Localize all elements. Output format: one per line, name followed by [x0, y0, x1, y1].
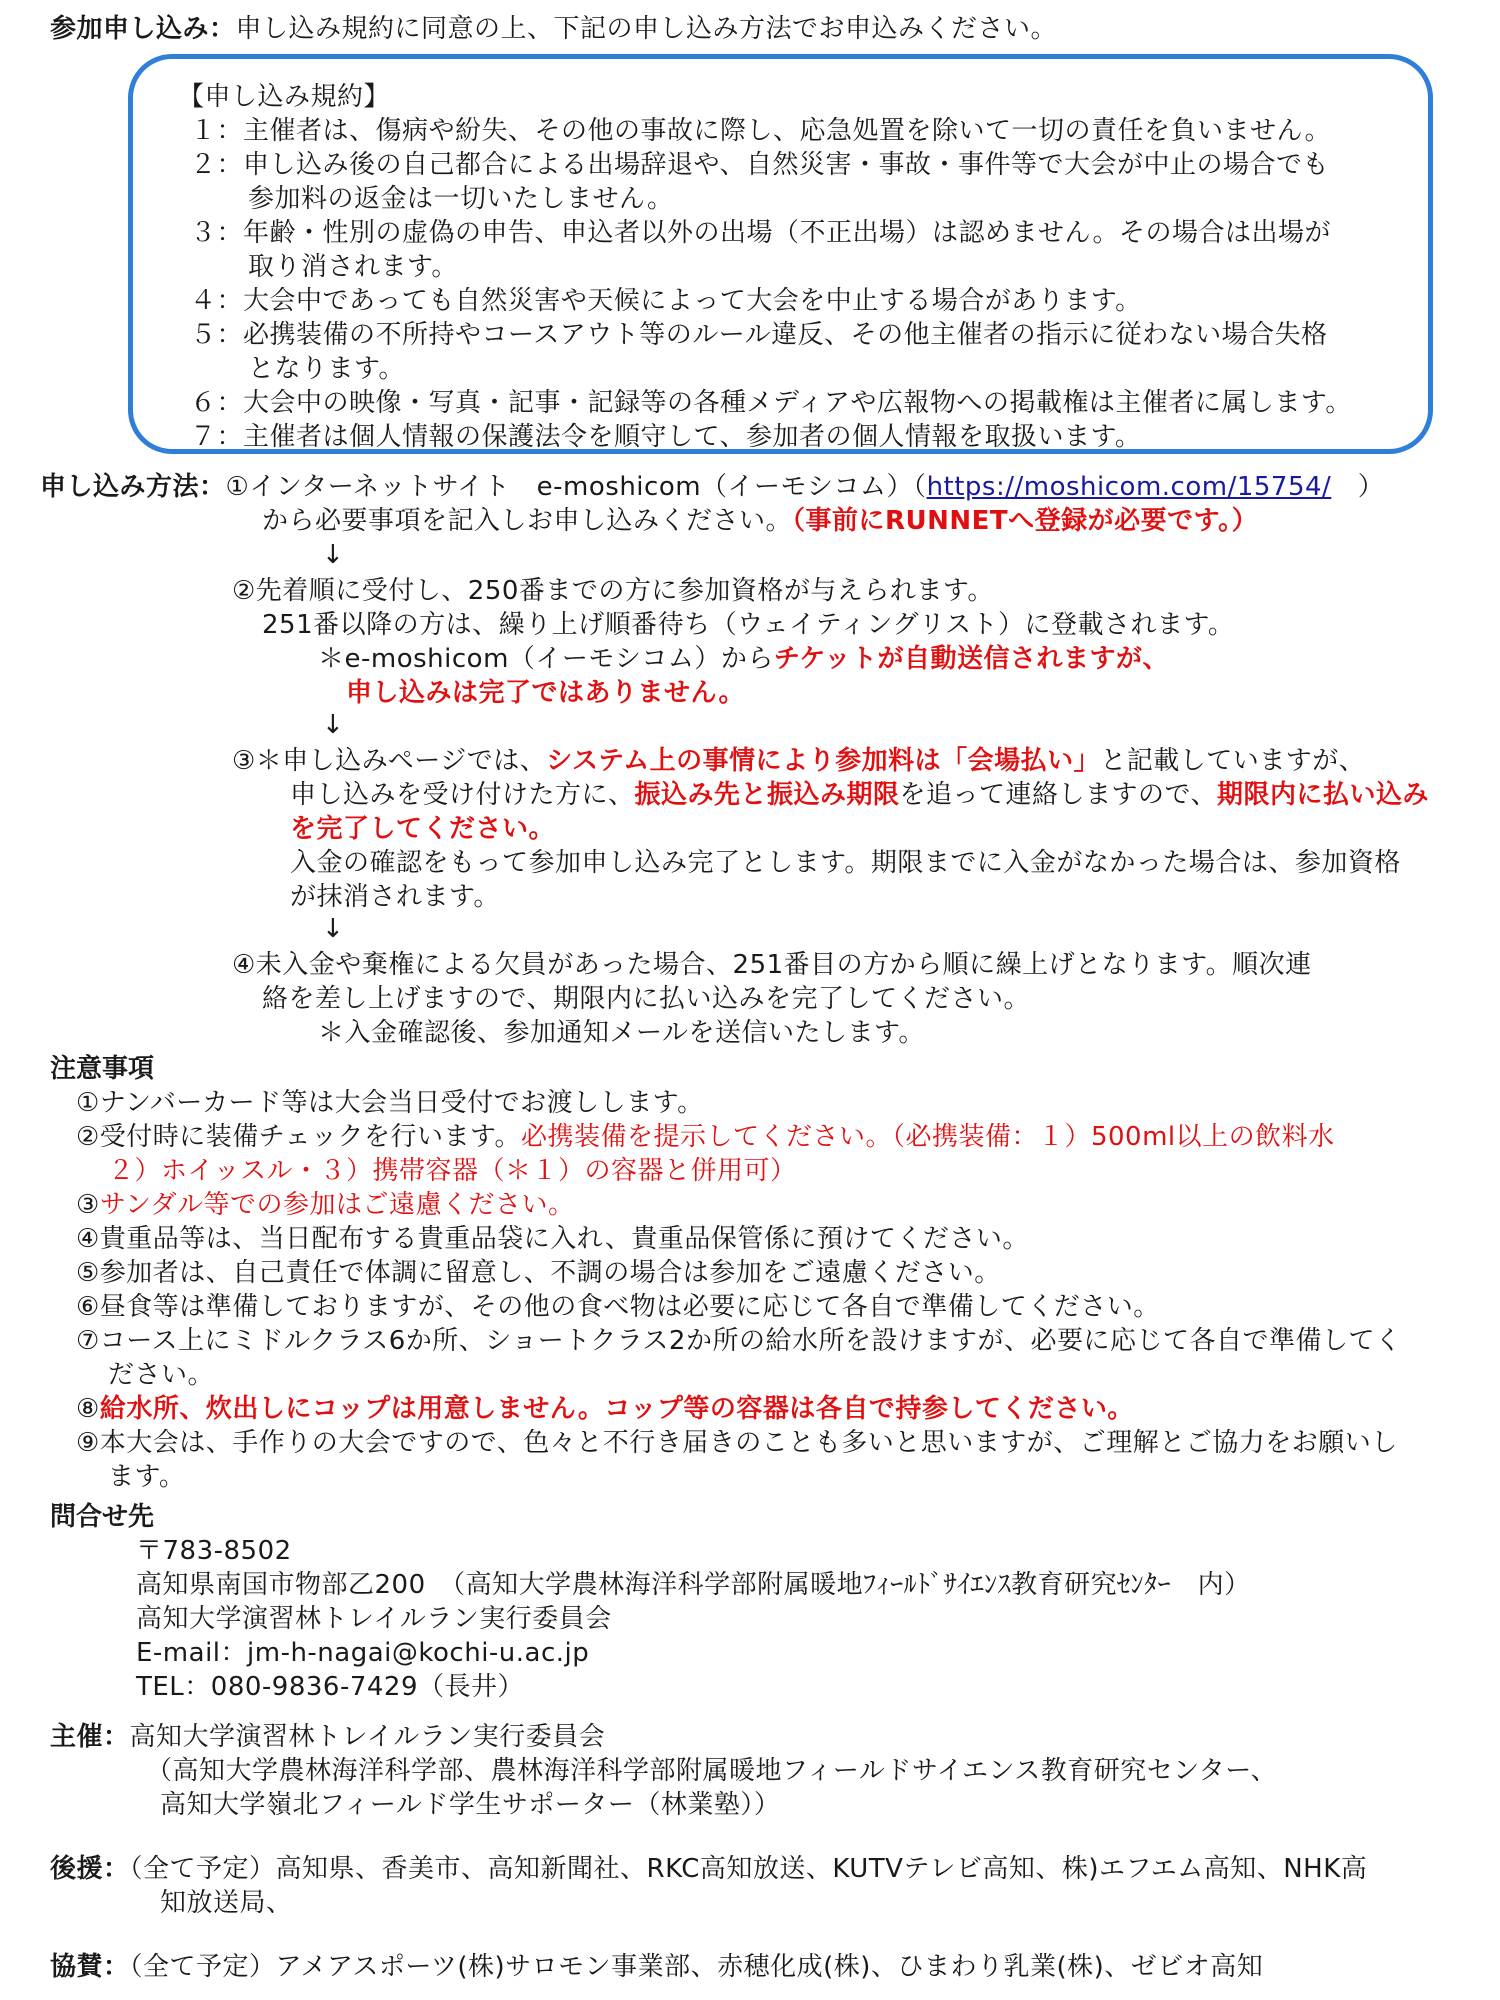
down-arrow-icon: ↓ [322, 914, 344, 944]
method-step1-line2 [262, 504, 1258, 538]
organizer-line [50, 1720, 605, 1754]
method-step3-transfer-note: 振込み先と振込み期限 [634, 780, 900, 810]
header-label: 参加申し込み： [50, 14, 236, 44]
method-step4-line1: ④未入金や棄権による欠員があった場合、251番目の方から順に繰上げとなります。順次連 [232, 950, 1312, 980]
method-step3-deadline-note: 期限内に払い込み [1217, 780, 1430, 810]
sponsor-line [50, 1950, 1263, 1984]
note-3-num: ③ [76, 1190, 100, 1220]
note-8-text: 給水所、炊出しにコップは用意しません。コップ等の容器は各自で持参してください。 [99, 1394, 1134, 1424]
note-8-num: ⑧ [76, 1394, 100, 1424]
contact-postal: 〒783-8502 [136, 1536, 292, 1566]
method-step4-line2: 絡を差し上げますので、期限内に払い込みを完了してください。 [262, 984, 1030, 1014]
terms-line-1: １：主催者は、傷病や紛失、その他の事故に際し、応急処置を除いて一切の責任を負いません。 [190, 116, 1332, 146]
terms-line-4: ４：大会中であっても自然災害や天候によって大会を中止する場合があります。 [190, 286, 1142, 316]
header-line [50, 12, 1057, 46]
contact-email[interactable]: E-mail：jm-h-nagai@kochi-u.ac.jp [136, 1638, 590, 1668]
method-step4-line3: ＊入金確認後、参加通知メールを送信いたします。 [318, 1018, 925, 1048]
method-step3-complete-note: を完了してください。 [290, 814, 556, 844]
moshicom-link[interactable]: https://moshicom.com/15754/ [926, 472, 1332, 502]
note-1: ①ナンバーカード等は大会当日受付でお渡しします。 [76, 1088, 704, 1118]
method-step3-line5: が抹消されます。 [290, 882, 500, 912]
note-9: ⑨本大会は、手作りの大会ですので、色々と不行き届きのことも多いと思いますが、ご理解とご協力をお願いし [76, 1428, 1398, 1458]
method-step1-runnet-note: （事前にRUNNETへ登録が必要です。） [792, 506, 1259, 536]
method-step3-text2: と記載していますが、 [1100, 746, 1366, 776]
note-2-text: ②受付時に装備チェックを行います。 [76, 1122, 521, 1152]
note-4: ④貴重品等は、当日配布する貴重品袋に入れ、貴重品保管係に預けてください。 [76, 1224, 1029, 1254]
note-9-cont: ます。 [108, 1462, 186, 1492]
method-step3-venue-note: システム上の事情により参加料は「会場払い」 [546, 746, 1101, 776]
method-step3-line1 [232, 744, 1365, 778]
contact-address: 高知県南国市物部乙200 （高知大学農林海洋科学部附属暖地ﾌｨｰﾙﾄﾞｻｲｴﾝｽ教育研究ｾﾝﾀｰ 内） [136, 1570, 1251, 1600]
sponsor-label: 協賛： [50, 1952, 130, 1982]
sponsor-text: （全て予定）アメアスポーツ(株)サロモン事業部、赤穂化成(株)、ひまわり乳業(株)、ゼビオ高知 [129, 1952, 1264, 1982]
method-step2-line1: ②先着順に受付し、250番までの方に参加資格が与えられます。 [232, 576, 994, 606]
support-label: 後援： [50, 1854, 130, 1884]
method-step1-instruction: から必要事項を記入しお申し込みください。 [262, 506, 793, 536]
method-step1-line [40, 470, 1384, 504]
note-2 [76, 1120, 1335, 1154]
terms-line-6: ６：大会中の映像・写真・記事・記録等の各種メディアや広報物への掲載権は主催者に属します。 [190, 388, 1352, 418]
terms-line-5b: となります。 [248, 354, 405, 384]
down-arrow-icon: ↓ [322, 540, 344, 570]
method-step2-warning: 申し込みは完了ではありません。 [346, 678, 746, 708]
note-7: ⑦コース上にミドルクラス6か所、ショートクラス2か所の給水所を設けますが、必要に応じて各自で準備してく [76, 1326, 1402, 1356]
terms-line-7: ７：主催者は個人情報の保護法令を順守して、参加者の個人情報を取扱います。 [190, 422, 1142, 452]
note-7-cont: ださい。 [108, 1360, 215, 1390]
method-label: 申し込み方法： [40, 472, 226, 502]
note-3-text: サンダル等での参加はご遠慮ください。 [99, 1190, 575, 1220]
terms-title: 【申し込み規約】 [178, 82, 391, 112]
method-step3-text3: 申し込みを受け付けた方に、 [290, 780, 635, 810]
contact-title: 問合せ先 [50, 1502, 155, 1532]
method-step2-ticket-text: ＊e-moshicom（イーモシコム）から [318, 644, 774, 674]
method-step3-text4: を追って連絡しますので、 [899, 780, 1218, 810]
support-line2: 知放送局、 [160, 1888, 293, 1918]
terms-line-2: ２：申し込み後の自己都合による出場辞退や、自然災害・事故・事件等で大会が中止の場合でも [190, 150, 1329, 180]
organizer-name: 高知大学演習林トレイルラン実行委員会 [129, 1722, 606, 1752]
method-step2-line2: 251番以降の方は、繰り上げ順番待ち（ウェイティングリスト）に登載されます。 [262, 610, 1235, 640]
notes-title: 注意事項 [50, 1054, 155, 1084]
note-3 [76, 1188, 574, 1222]
note-2-equipment: 必携装備を提示してください。（必携装備：１）500ml以上の飲料水 [520, 1122, 1335, 1152]
note-2-equipment-cont: ２）ホイッスル・３）携帯容器（＊１）の容器と併用可） [108, 1156, 797, 1186]
method-step1-close: ） [1331, 472, 1385, 502]
method-step1-text: ①インターネットサイト e-moshicom（イーモシコム）（ [225, 472, 927, 502]
terms-line-3: ３：年齢・性別の虚偽の申告、申込者以外の出場（不正出場）は認めません。その場合は出場が [190, 218, 1332, 248]
down-arrow-icon: ↓ [322, 710, 344, 740]
organizer-line2: （高知大学農林海洋科学部、農林海洋科学部附属暖地フィールドサイエンス教育研究センター、 [146, 1756, 1278, 1786]
support-line [50, 1852, 1367, 1886]
header-text: 申し込み規約に同意の上、下記の申し込み方法でお申込みください。 [235, 14, 1058, 44]
method-step3-line2 [290, 778, 1429, 812]
support-text: （全て予定）高知県、香美市、高知新聞社、RKC高知放送、KUTVテレビ高知、株)エフエム高知、NHK高 [129, 1854, 1368, 1884]
terms-line-5: ５：必携装備の不所持やコースアウト等のルール違反、その他主催者の指示に従わない場合失格 [190, 320, 1328, 350]
contact-tel: TEL：080-9836-7429（長井） [136, 1672, 525, 1702]
organizer-label: 主催： [50, 1722, 130, 1752]
terms-line-3b: 取り消されます。 [248, 252, 458, 282]
method-step2-ticket-note: チケットが自動送信されますが、 [773, 644, 1170, 674]
contact-org: 高知大学演習林トレイルラン実行委員会 [136, 1604, 612, 1634]
note-6: ⑥昼食等は準備しておりますが、その他の食べ物は必要に応じて各自で準備してください。 [76, 1292, 1160, 1322]
note-8 [76, 1392, 1134, 1426]
organizer-line3: 高知大学嶺北フィールド学生サポーター（林業塾）） [160, 1790, 781, 1820]
method-step2-line3 [318, 642, 1169, 676]
note-5: ⑤参加者は、自己責任で体調に留意し、不調の場合は参加をご遠慮ください。 [76, 1258, 1001, 1288]
terms-line-2b: 参加料の返金は一切いたしません。 [248, 184, 674, 214]
method-step3-line4: 入金の確認をもって参加申し込み完了とします。期限までに入金がなかった場合は、参加資格 [290, 848, 1401, 878]
method-step3-text: ③＊申し込みページでは、 [232, 746, 547, 776]
